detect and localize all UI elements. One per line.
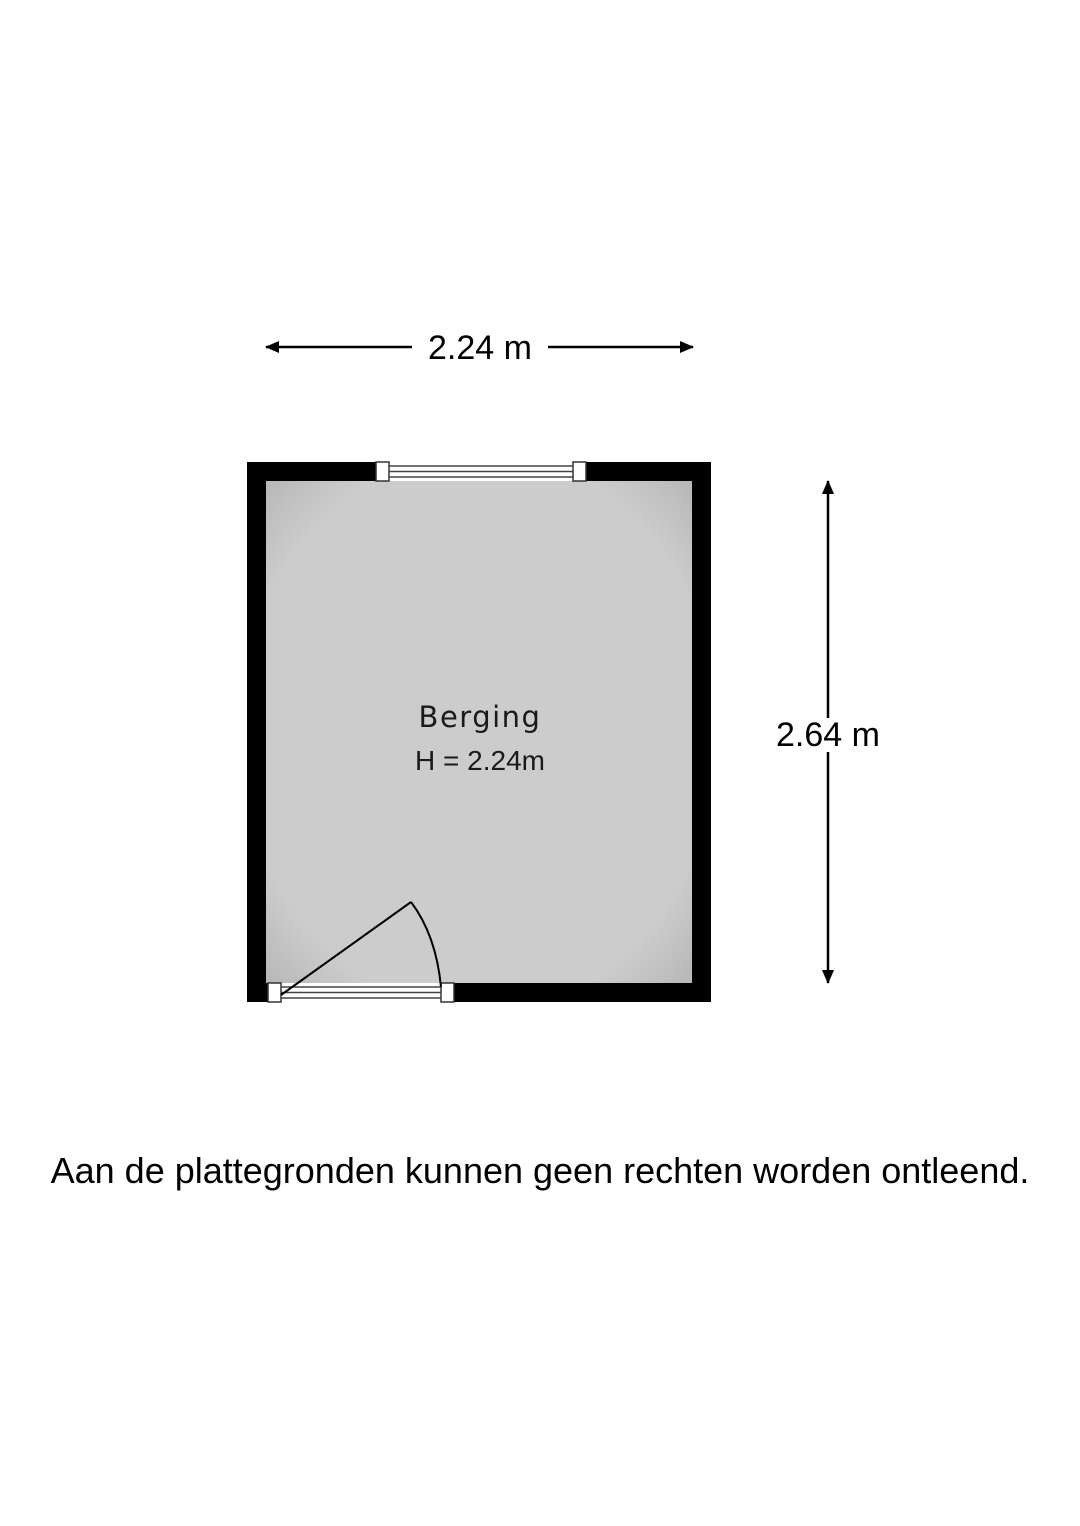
width-label: 2.24 m [428,329,532,367]
window-top [376,462,586,481]
width-dimension [266,329,693,367]
disclaimer-text: Aan de plattegronden kunnen geen rechten worden ontleend. [50,1150,1030,1191]
room-height: H = 2.24m [415,745,545,776]
depth-dimension [776,481,880,983]
depth-label: 2.64 m [776,716,880,754]
room-berging [247,462,711,1002]
door-opening-bottom [268,983,454,1002]
room-name: Berging [418,700,542,734]
